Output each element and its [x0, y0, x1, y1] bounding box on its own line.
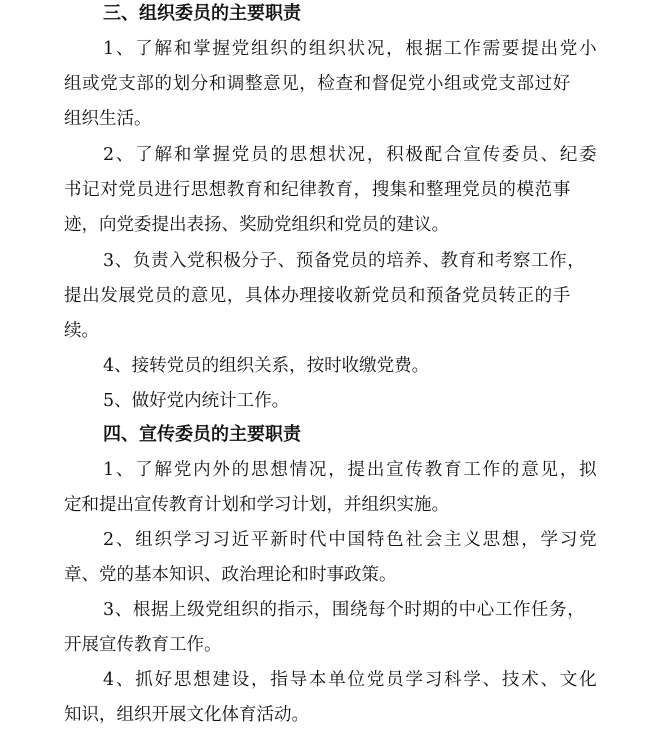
s4-item3-line1: 3、根据上级党组织的指示，围绕每个时期的中心工作任务，	[103, 600, 586, 620]
s3-item5-line1: 5、做好党内统计工作。	[103, 391, 290, 411]
s3-item2-line1: 2、了解和掌握党员的思想状况，积极配合宣传委员、纪委	[103, 145, 599, 165]
s3-item2-line2: 书记对党员进行思想教育和纪律教育，搜集和整理党员的模范事	[64, 180, 571, 200]
s4-item1-line2: 定和提出宣传教育计划和学习计划，并组织实施。	[64, 495, 449, 515]
s3-item1-line2: 组或党支部的划分和调整意见，检查和督促党小组或党支部过好	[64, 74, 571, 94]
s3-item3-line3: 续。	[64, 321, 99, 341]
s3-item2-line3: 迹，向党委提出表扬、奖励党组织和党员的建议。	[64, 215, 449, 235]
s3-item4-line1: 4、接转党员的组织关系，按时收缴党费。	[103, 356, 430, 376]
s3-item1-line3: 组织生活。	[64, 109, 152, 129]
section-4-heading: 四、宣传委员的主要职责	[103, 424, 301, 445]
s3-item1-line1: 1、了解和掌握党组织的组织状况，根据工作需要提出党小	[103, 39, 599, 59]
s4-item1-line1: 1、了解党内外的思想情况，提出宣传教育工作的意见，拟	[103, 460, 599, 480]
s4-item2-line2: 章、党的基本知识、政治理论和时事政策。	[64, 565, 397, 585]
section-3-heading: 三、组织委员的主要职责	[103, 3, 301, 24]
s3-item3-line2: 提出发展党员的意见，具体办理接收新党员和预备党员转正的手	[64, 286, 571, 306]
s4-item2-line1: 2、组织学习习近平新时代中国特色社会主义思想，学习党	[103, 530, 599, 550]
s4-item3-line2: 开展宣传教育工作。	[64, 635, 222, 655]
s4-item4-line1: 4、抓好思想建设，指导本单位党员学习科学、技术、文化	[103, 670, 599, 690]
s4-item4-line2: 知识，组织开展文化体育活动。	[64, 705, 309, 725]
s3-item3-line1: 3、负责入党积极分子、预备党员的培养、教育和考察工作，	[103, 251, 586, 271]
